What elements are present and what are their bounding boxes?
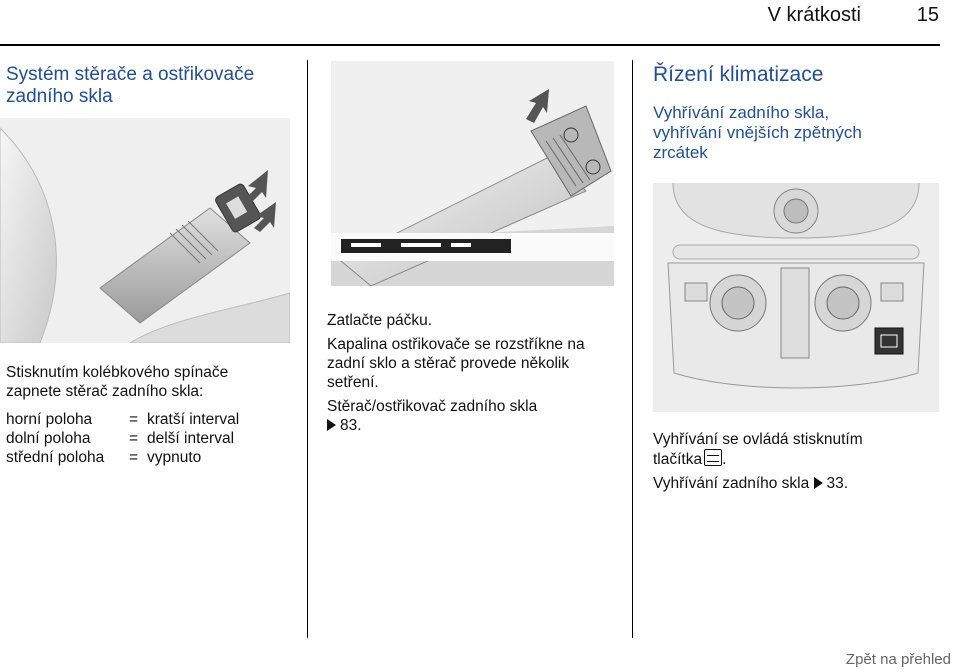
position-value: delší interval: [147, 430, 235, 447]
push-instruction: Zatlačte páčku.: [327, 312, 433, 329]
climate-panel-drawing: [653, 183, 939, 412]
position-row: [6, 410, 239, 429]
rear-wiper-lever-drawing: [0, 118, 290, 343]
position-sep: =: [129, 430, 139, 447]
subsection-title-heating: [653, 103, 862, 163]
position-row: [6, 429, 239, 448]
column-divider-1: [307, 60, 308, 638]
section-title-climate: Řízení klimatizace: [653, 63, 824, 86]
column-divider-2: [632, 60, 633, 638]
cross-reference-text[interactable]: Vyhřívání zadního skla: [653, 475, 810, 492]
position-value: kratší interval: [147, 411, 240, 428]
button-word: tlačítka: [653, 451, 703, 468]
climate-control-panel-illustration: [653, 183, 939, 412]
reference-arrow-icon: [814, 477, 823, 489]
col3-text: [653, 430, 948, 493]
position-label: střední poloha: [6, 449, 105, 466]
wiper-positions-table: [6, 410, 239, 467]
reference-arrow-icon: [327, 419, 336, 431]
intro-line: Stisknutím kolébkového spínače: [6, 364, 229, 381]
back-to-overview-link[interactable]: Zpět na přehled: [845, 651, 951, 668]
col2-text: [327, 311, 627, 435]
header-rule: [0, 44, 940, 46]
position-sep: =: [129, 449, 139, 466]
rear-window-heating-icon: [704, 449, 722, 466]
subsection-line: Vyhřívání zadního skla,: [653, 103, 830, 122]
section-title-line: Systém stěrače a ostřikovače: [6, 64, 255, 85]
washer-line: Kapalina ostřikovače se rozstříkne na: [327, 336, 585, 353]
intro-paragraph: [6, 363, 296, 401]
heating-line: tlačítka .: [653, 451, 727, 468]
washer-lever-drawing: [331, 61, 614, 286]
intro-line: zapnete stěrač zadního skla:: [6, 383, 204, 400]
position-label: horní poloha: [6, 411, 93, 428]
washer-lever-push-illustration: [331, 61, 614, 286]
position-label: dolní poloha: [6, 430, 91, 447]
section-title-line: zadního skla: [6, 86, 113, 107]
heating-line: Vyhřívání se ovládá stisknutím: [653, 431, 863, 448]
page-number: 15: [916, 4, 939, 26]
reference-page-number[interactable]: 33.: [826, 475, 849, 492]
washer-line: zadní sklo a stěrač provede několik: [327, 355, 570, 372]
washer-paragraph: [327, 335, 627, 392]
washer-line: setření.: [327, 374, 379, 391]
position-value: vypnuto: [147, 449, 202, 466]
cross-reference-text[interactable]: Stěrač/ostřikovač zadního skla: [327, 398, 538, 415]
reference-page-number[interactable]: 83.: [340, 417, 362, 434]
position-row: [6, 448, 239, 467]
position-sep: =: [129, 411, 139, 428]
subsection-line: vyhřívání vnějších zpětných: [653, 123, 862, 142]
cross-reference-page[interactable]: [327, 416, 627, 435]
subsection-line: zrcátek: [653, 143, 708, 162]
section-title-rear-wiper: [6, 64, 254, 108]
cross-reference[interactable]: [653, 474, 948, 493]
rear-wiper-lever-illustration: [0, 118, 290, 343]
cross-reference[interactable]: [327, 397, 627, 435]
running-header-title: V krátkosti: [767, 4, 861, 26]
